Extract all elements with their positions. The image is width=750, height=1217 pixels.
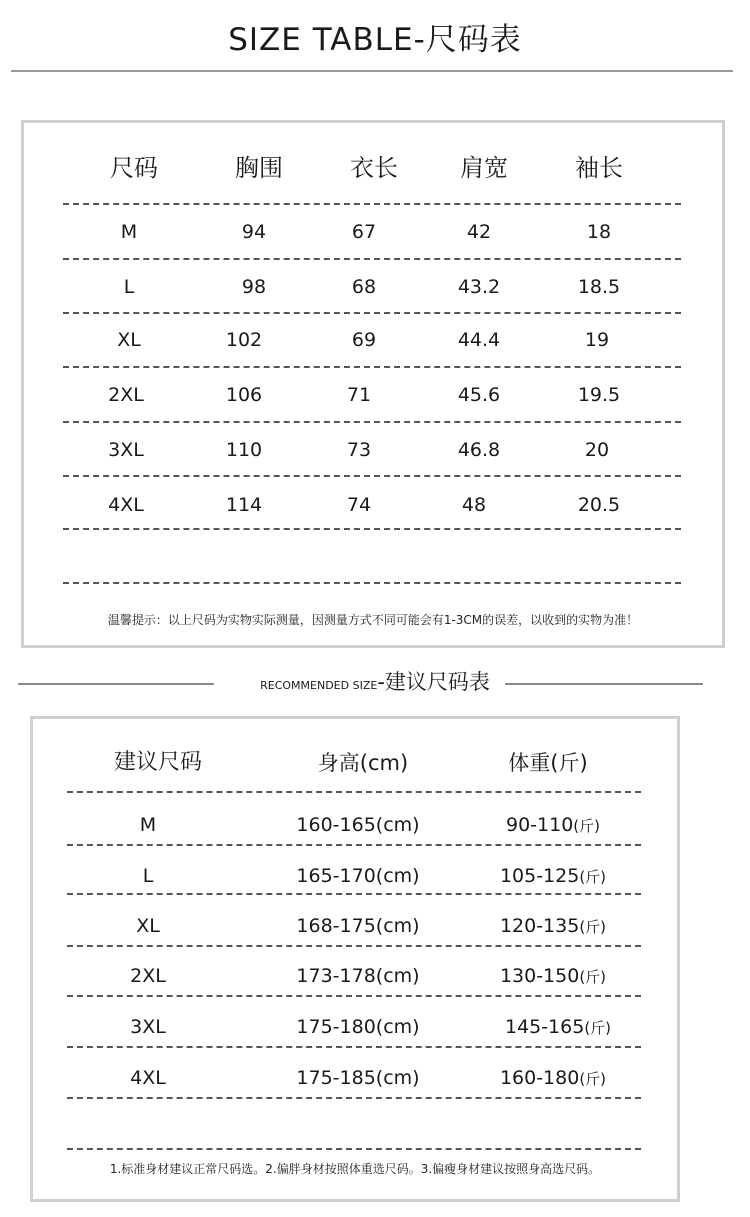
recommended-title-en: RECOMMENDED SIZE	[260, 679, 378, 692]
size-table-box	[21, 120, 725, 648]
chest-cell: 98	[241, 276, 267, 298]
title-divider	[11, 70, 733, 72]
chest-cell: 94	[241, 221, 267, 243]
size-cell: L	[123, 276, 135, 298]
dashed-divider	[67, 1148, 641, 1150]
recommended-size-cell: XL	[136, 915, 160, 937]
size-cell: XL	[117, 329, 141, 351]
recommended-size-cell: 4XL	[130, 1067, 166, 1089]
recommended-table-box	[30, 716, 680, 1202]
sleeve-cell: 19	[584, 329, 610, 351]
table-row	[24, 320, 722, 360]
length-cell: 74	[346, 494, 372, 516]
sleeve-cell: 19.5	[577, 384, 621, 406]
table-row	[33, 805, 677, 845]
recommended-title-bar	[0, 662, 750, 702]
header-chest: 胸围	[235, 154, 283, 182]
dashed-divider	[63, 475, 681, 477]
weight-unit: (斤)	[579, 968, 607, 986]
chest-cell: 102	[225, 329, 263, 351]
shoulder-cell: 45.6	[457, 384, 501, 406]
recommended-title-cn: -建议尺码表	[377, 670, 490, 694]
size-cell: 2XL	[108, 384, 144, 406]
weight-unit: (斤)	[579, 868, 607, 886]
length-cell: 71	[346, 384, 372, 406]
header-weight: 体重(斤)	[508, 751, 588, 775]
height-cell: 165-170(cm)	[296, 865, 420, 887]
length-cell: 68	[351, 276, 377, 298]
dashed-divider	[67, 1046, 641, 1048]
weight-value: 105-125	[499, 865, 580, 887]
weight-cell	[483, 805, 623, 845]
shoulder-cell: 48	[461, 494, 487, 516]
weight-unit: (斤)	[579, 1070, 607, 1088]
length-cell: 73	[346, 439, 372, 461]
recommended-size-cell: 3XL	[130, 1016, 166, 1038]
dashed-divider	[63, 312, 681, 314]
recommended-size-cell: M	[139, 814, 157, 836]
weight-value: 120-135	[499, 915, 580, 937]
recommended-size-cell: L	[142, 865, 154, 887]
table-row	[33, 1058, 677, 1098]
weight-unit: (斤)	[584, 1019, 612, 1037]
height-cell: 160-165(cm)	[296, 814, 420, 836]
dashed-divider	[67, 893, 641, 895]
weight-unit: (斤)	[579, 918, 607, 936]
recommended-header	[33, 743, 677, 783]
weight-unit: (斤)	[573, 817, 601, 835]
shoulder-cell: 44.4	[457, 329, 501, 351]
header-length: 衣长	[350, 154, 398, 182]
page-title: SIZE TABLE-尺码表	[228, 22, 522, 58]
header-height: 身高(cm)	[317, 751, 409, 775]
recommended-size-cell: 2XL	[130, 965, 166, 987]
height-cell: 173-178(cm)	[296, 965, 420, 987]
size-table-header	[24, 148, 722, 188]
header-sleeve: 袖长	[575, 154, 623, 182]
weight-value: 145-165	[504, 1016, 585, 1038]
chest-cell: 110	[225, 439, 263, 461]
recommended-title	[0, 662, 750, 706]
height-cell: 175-185(cm)	[296, 1067, 420, 1089]
chest-cell: 106	[225, 384, 263, 406]
shoulder-cell: 42	[466, 221, 492, 243]
dashed-divider	[67, 791, 641, 793]
header-shoulder: 肩宽	[460, 154, 508, 182]
dashed-divider	[67, 995, 641, 997]
table-row	[33, 906, 677, 946]
dashed-divider	[67, 1097, 641, 1099]
table-row	[24, 430, 722, 470]
table-row	[24, 267, 722, 307]
height-cell: 168-175(cm)	[296, 915, 420, 937]
chest-cell: 114	[225, 494, 263, 516]
weight-value: 160-180	[499, 1067, 580, 1089]
table-row	[33, 1007, 677, 1047]
table-row	[24, 485, 722, 525]
dashed-divider	[63, 366, 681, 368]
weight-cell	[483, 956, 623, 996]
dashed-divider	[63, 582, 681, 584]
weight-value: 90-110	[505, 814, 574, 836]
shoulder-cell: 43.2	[457, 276, 501, 298]
weight-cell	[483, 906, 623, 946]
dashed-divider	[63, 258, 681, 260]
length-cell: 67	[351, 221, 377, 243]
table-row	[33, 856, 677, 896]
dashed-divider	[63, 421, 681, 423]
height-cell: 175-180(cm)	[296, 1016, 420, 1038]
size-table-note: 温馨提示：以上尺码为实物实际测量，因测量方式不同可能会有1-3CM的误差，以收到的实物为准！	[107, 613, 639, 627]
dashed-divider	[63, 528, 681, 530]
dashed-divider	[63, 203, 681, 205]
length-cell: 69	[351, 329, 377, 351]
size-cell: 3XL	[108, 439, 144, 461]
weight-value: 130-150	[499, 965, 580, 987]
header-recommended-size: 建议尺码	[113, 750, 202, 775]
dashed-divider	[67, 945, 641, 947]
header-size: 尺码	[110, 154, 158, 182]
size-cell: M	[120, 221, 138, 243]
sleeve-cell: 18.5	[577, 276, 621, 298]
shoulder-cell: 46.8	[457, 439, 501, 461]
sleeve-cell: 20	[584, 439, 610, 461]
table-row	[24, 212, 722, 252]
sleeve-cell: 18	[586, 221, 612, 243]
recommended-note: 1.标准身材建议正常尺码选。2.偏胖身材按照体重选尺码。3.偏瘦身材建议按照身高选尺码。	[109, 1162, 601, 1176]
size-cell: 4XL	[108, 494, 144, 516]
table-row	[33, 956, 677, 996]
table-row	[24, 375, 722, 415]
weight-cell	[483, 1058, 623, 1098]
dashed-divider	[67, 844, 641, 846]
weight-cell	[483, 856, 623, 896]
sleeve-cell: 20.5	[577, 494, 621, 516]
weight-cell	[488, 1007, 628, 1047]
